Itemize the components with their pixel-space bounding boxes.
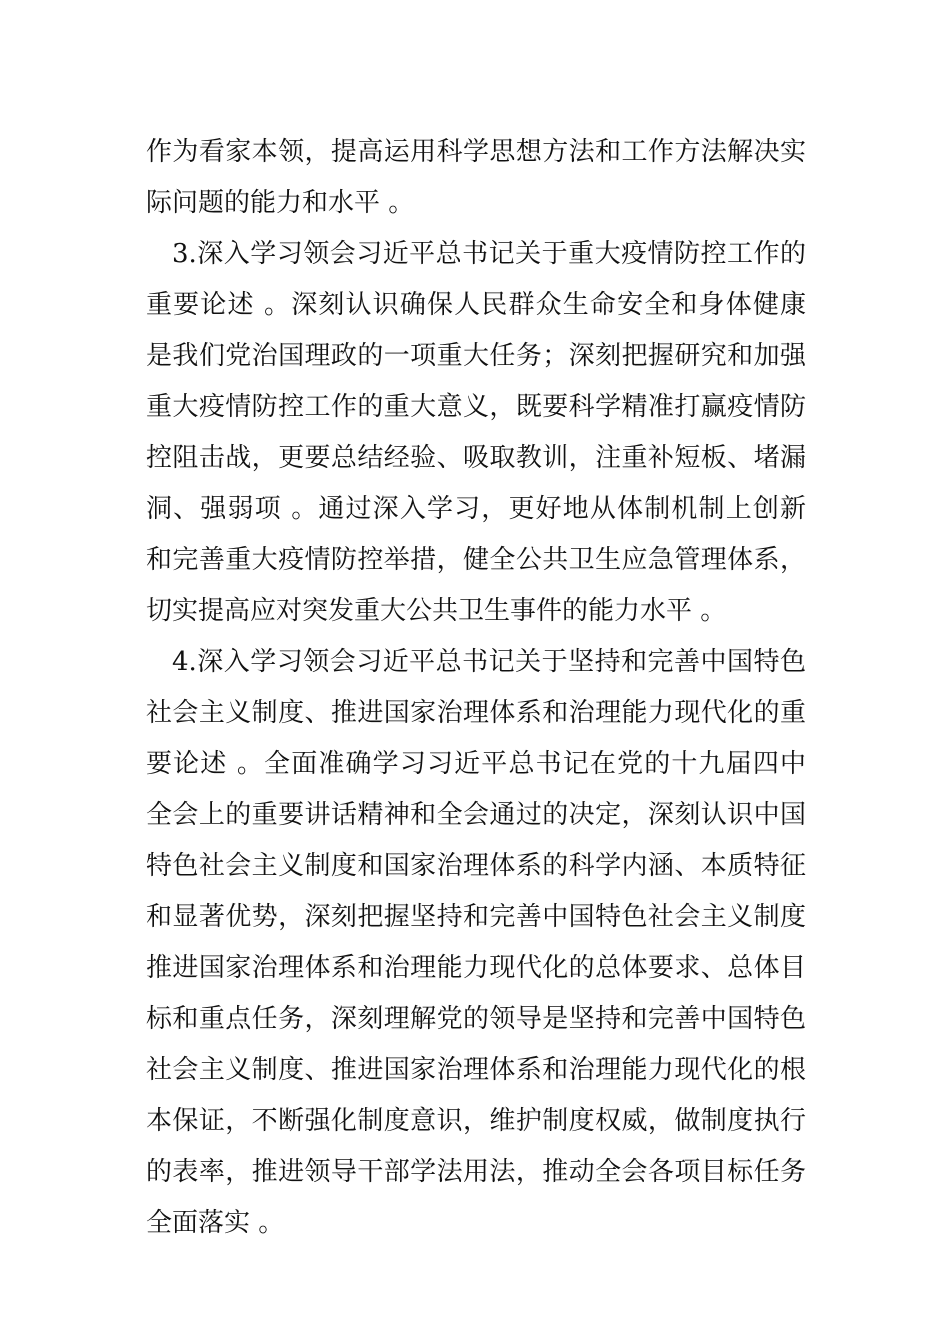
text-line: 推进国家治理体系和治理能力现代化的总体要求、总体目 — [146, 953, 806, 983]
text-line: 要论述 。全面准确学习习近平总书记在党的十九届四中 — [146, 749, 806, 779]
text-line: 切实提高应对突发重大公共卫生事件的能力水平 。 — [146, 596, 727, 626]
text-line: 重大疫情防控工作的重大意义，既要科学精准打赢疫情防 — [146, 392, 806, 422]
text-line: 标和重点任务，深刻理解党的领导是坚持和完善中国特色 — [146, 1004, 806, 1034]
text-line: 全会上的重要讲话精神和全会通过的决定，深刻认识中国 — [146, 800, 806, 830]
paragraph-3-heading-line: 3.深入学习领会习近平总书记关于重大疫情防控工作的 — [172, 239, 806, 269]
paragraph-4-heading-line: 4.深入学习领会习近平总书记关于坚持和完善中国特色 — [172, 647, 806, 677]
text-line: 作为看家本领，提高运用科学思想方法和工作方法解决实 — [146, 137, 806, 167]
text-line: 社会主义制度、推进国家治理体系和治理能力现代化的重 — [146, 698, 806, 728]
text-line: 重要论述 。深刻认识确保人民群众生命安全和身体健康 — [146, 290, 806, 320]
text-line: 特色社会主义制度和国家治理体系的科学内涵、本质特征 — [146, 851, 806, 881]
text-line: 全面落实 。 — [146, 1208, 285, 1238]
text-line: 洞、强弱项 。通过深入学习，更好地从体制机制上创新 — [146, 494, 806, 524]
text-line: 和完善重大疫情防控举措，健全公共卫生应急管理体系， — [146, 545, 806, 575]
text-line: 本保证，不断强化制度意识，维护制度权威，做制度执行 — [146, 1106, 806, 1136]
text-line: 是我们党治国理政的一项重大任务；深刻把握研究和加强 — [146, 341, 806, 371]
text-line: 社会主义制度、推进国家治理体系和治理能力现代化的根 — [146, 1055, 806, 1085]
text-line: 际问题的能力和水平 。 — [146, 188, 415, 218]
text-line: 和显著优势，深刻把握坚持和完善中国特色社会主义制度 — [146, 902, 806, 932]
text-line: 控阻击战，更要总结经验、吸取教训，注重补短板、堵漏 — [146, 443, 806, 473]
text-line: 的表率，推进领导干部学法用法，推动全会各项目标任务 — [146, 1157, 806, 1187]
